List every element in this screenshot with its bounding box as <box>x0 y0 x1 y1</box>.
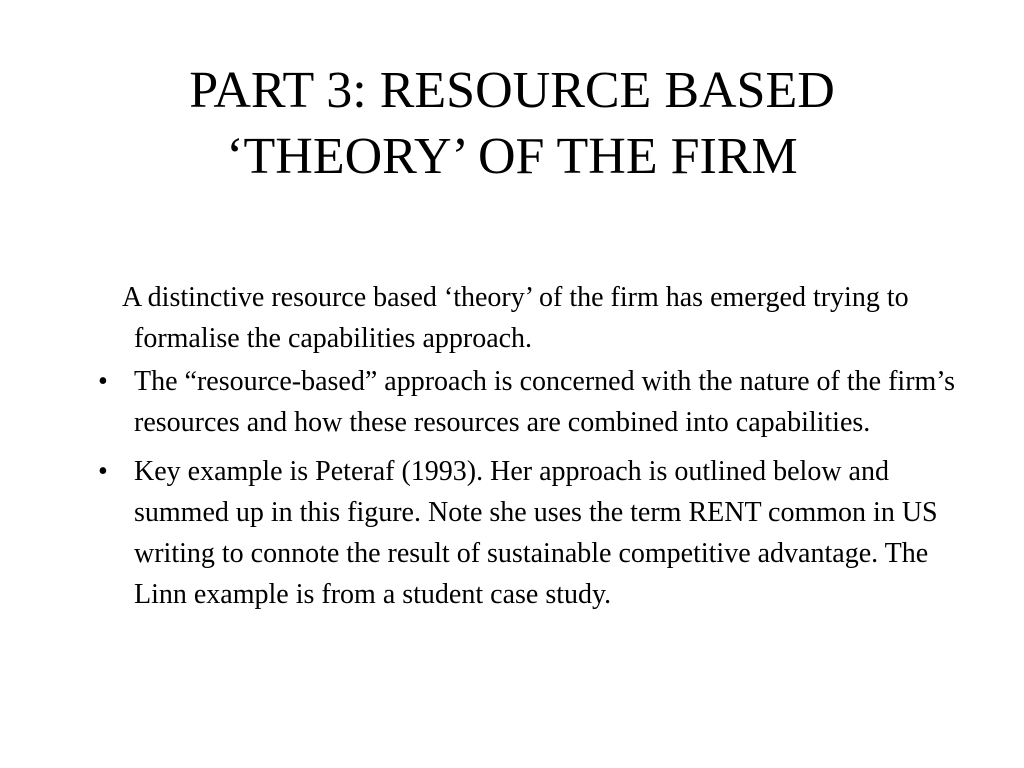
slide-title-line-1: PART 3: RESOURCE BASED <box>189 62 835 119</box>
bullet-marker-icon: • <box>98 366 108 397</box>
bullet-marker-icon: • <box>98 456 108 487</box>
intro-paragraph: A distinctive resource based ‘theory’ of the firm has emerged trying to formalise the capabilities approach. <box>122 282 909 354</box>
slide-title <box>60 58 964 190</box>
bullet-text: Key example is Peteraf (1993). Her approach is outlined below and summed up in this figure. Note she uses the term RENT common in US writing to connote the result of sustainable competitive advantage. The Linn example is from a student case study. <box>134 456 938 610</box>
slide-title-line-2: ‘THEORY’ OF THE FIRM <box>226 128 798 185</box>
bullet-item <box>96 361 956 443</box>
bullet-item <box>96 451 956 615</box>
bullet-list <box>96 361 956 615</box>
slide-body <box>96 277 956 623</box>
bullet-text: The “resource-based” approach is concerned with the nature of the firm’s resources and how these resources are combined into capabilities. <box>134 366 955 438</box>
